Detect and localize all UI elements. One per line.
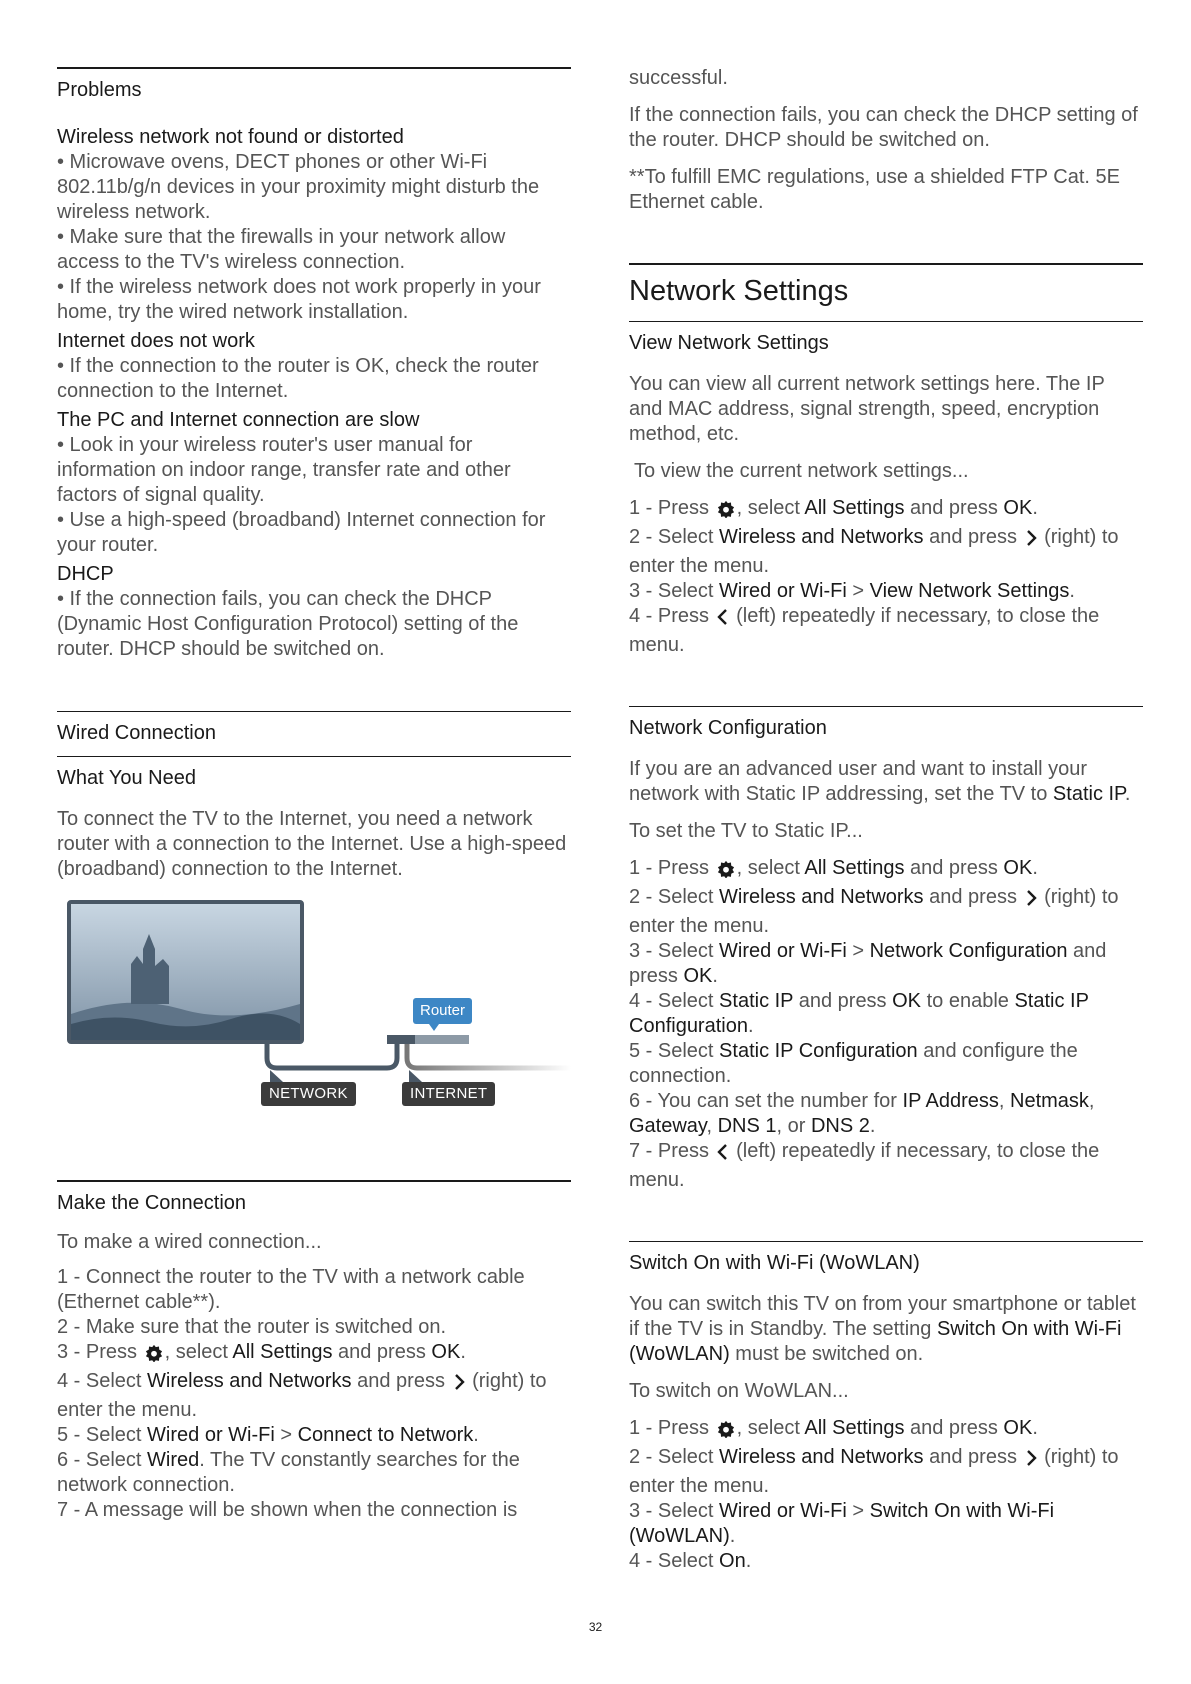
gear-icon <box>717 860 735 885</box>
config-step-2: 2 - Select Wireless and Networks and press (right) to enter the menu. <box>629 886 1119 937</box>
view-text-2: To view the current network settings... <box>634 460 969 482</box>
make-step-7: 7 - A message will be shown when the connection is <box>57 1499 518 1521</box>
what-you-need-title: What You Need <box>57 767 196 789</box>
config-step-6: 6 - You can set the number for IP Address, Netmask, Gateway, DNS 1, or DNS 2. <box>629 1090 1095 1137</box>
chevron-right-icon <box>1025 529 1037 554</box>
wowlan-step-2: 2 - Select Wireless and Networks and press (right) to enter the menu. <box>629 1446 1119 1497</box>
wowlan-step-1: 1 - Press , select All Settings and press OK. <box>629 1416 1143 1445</box>
view-step-4: 4 - Press (left) repeatedly if necessary, to close the menu. <box>629 605 1100 656</box>
continued-text-2: If the connection fails, you can check the DHCP setting of the router. DHCP should be switched on. <box>629 104 1138 151</box>
page-number: 32 <box>588 1620 603 1634</box>
internet-label: INTERNET <box>402 1082 495 1106</box>
chevron-left-icon <box>717 1143 729 1168</box>
wowlan-step-3: 3 - Select Wired or Wi-Fi > Switch On with Wi-Fi (WoWLAN). <box>629 1500 1055 1547</box>
chevron-right-icon <box>1025 1449 1037 1474</box>
wired-title: Wired Connection <box>57 722 216 744</box>
config-step-7: 7 - Press (left) repeatedly if necessary, to close the menu. <box>629 1140 1100 1191</box>
continued-text-1: successful. <box>629 67 728 89</box>
make-connection-title: Make the Connection <box>57 1192 247 1214</box>
left-column <box>57 0 571 1523</box>
wireless-bullet-1: • Microwave ovens, DECT phones or other Wi-Fi 802.11b/g/n devices in your proximity might disturb the wireless network. <box>57 151 540 223</box>
config-step-1: 1 - Press , select All Settings and press OK. <box>629 856 1143 885</box>
view-step-2: 2 - Select Wireless and Networks and press (right) to enter the menu. <box>629 526 1119 577</box>
config-text-2: To set the TV to Static IP... <box>629 820 863 842</box>
make-step-2: 2 - Make sure that the router is switched on. <box>57 1316 447 1338</box>
dhcp-bullet-1: • If the connection fails, you can check the DHCP (Dynamic Host Configuration Protocol) setting of the router. DHCP should be switched on. <box>57 588 519 660</box>
wowlan-step-4: 4 - Select On. <box>629 1550 752 1572</box>
gear-icon <box>717 1420 735 1445</box>
make-intro: To make a wired connection... <box>57 1231 322 1253</box>
chevron-right-icon <box>453 1373 465 1398</box>
router-label: Router <box>413 998 472 1024</box>
view-step-3: 3 - Select Wired or Wi-Fi > View Network Settings. <box>629 580 1075 602</box>
internet-bullet-1: • If the connection to the router is OK, check the router connection to the Internet. <box>57 355 539 402</box>
chevron-right-icon <box>1025 889 1037 914</box>
network-label: NETWORK <box>261 1082 356 1106</box>
gear-icon <box>145 1344 163 1369</box>
view-step-1: 1 - Press , select All Settings and press OK. <box>629 496 1143 525</box>
wowlan-text-2: To switch on WoWLAN... <box>629 1380 849 1402</box>
what-you-need-text: To connect the TV to the Internet, you need a network router with a connection to the Internet. Use a high-speed (broadband) connection to the Internet. <box>57 808 567 880</box>
wowlan-title: Switch On with Wi-Fi (WoWLAN) <box>629 1252 920 1274</box>
dhcp-heading: DHCP <box>57 563 114 585</box>
right-column <box>629 0 1143 1574</box>
slow-bullet-2: • Use a high-speed (broadband) Internet connection for your router. <box>57 509 546 556</box>
chevron-left-icon <box>717 608 729 633</box>
slow-bullet-1: • Look in your wireless router's user manual for information on indoor range, transfer rate and other factors of signal quality. <box>57 434 511 506</box>
problems-title: Problems <box>57 79 142 101</box>
config-text-1: If you are an advanced user and want to install your network with Static IP addressing, set the TV to Static IP. <box>629 758 1131 805</box>
continued-text-3: **To fulfill EMC regulations, use a shielded FTP Cat. 5E Ethernet cable. <box>629 166 1120 213</box>
config-step-5: 5 - Select Static IP Configuration and configure the connection. <box>629 1040 1078 1087</box>
make-step-6: 6 - Select Wired. The TV constantly searches for the network connection. <box>57 1449 520 1496</box>
network-settings-title: Network Settings <box>629 275 849 307</box>
internet-heading: Internet does not work <box>57 330 255 352</box>
wireless-heading: Wireless network not found or distorted <box>57 126 404 148</box>
view-text-1: You can view all current network settings here. The IP and MAC address, signal strength, speed, encryption method, etc. <box>629 373 1105 445</box>
slow-heading: The PC and Internet connection are slow <box>57 409 420 431</box>
make-step-4: 4 - Select Wireless and Networks and press (right) to enter the menu. <box>57 1370 547 1421</box>
gear-icon <box>717 500 735 525</box>
network-configuration-title: Network Configuration <box>629 717 827 739</box>
wired-connection-diagram <box>57 900 571 1140</box>
make-step-5: 5 - Select Wired or Wi-Fi > Connect to Network. <box>57 1424 479 1446</box>
view-network-settings-title: View Network Settings <box>629 332 829 354</box>
make-step-3: 3 - Press , select All Settings and press OK. <box>57 1340 571 1369</box>
config-step-4: 4 - Select Static IP and press OK to enable Static IP Configuration. <box>629 990 1089 1037</box>
config-step-3: 3 - Select Wired or Wi-Fi > Network Configuration and press OK. <box>629 940 1107 987</box>
wireless-bullet-3: • If the wireless network does not work properly in your home, try the wired network installation. <box>57 276 541 323</box>
make-step-1: 1 - Connect the router to the TV with a network cable (Ethernet cable**). <box>57 1266 525 1313</box>
wowlan-text-1: You can switch this TV on from your smartphone or tablet if the TV is in Standby. The setting Switch On with Wi-Fi (WoWLAN) must be switched on. <box>629 1293 1136 1365</box>
wireless-bullet-2: • Make sure that the firewalls in your network allow access to the TV's wireless connection. <box>57 226 506 273</box>
